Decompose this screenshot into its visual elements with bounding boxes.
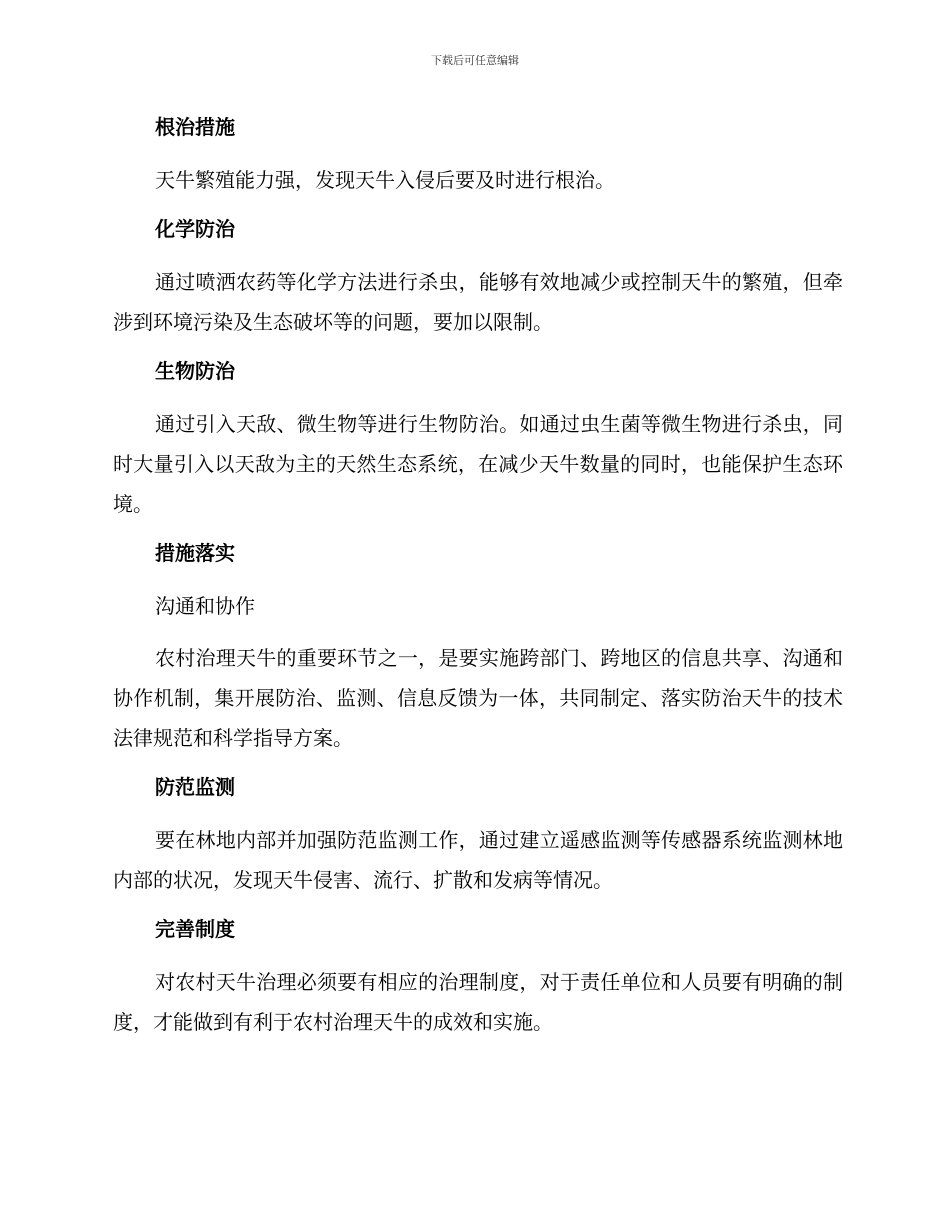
- paragraph: 沟通和协作: [155, 594, 255, 618]
- section-heading: 防范监测: [155, 775, 235, 799]
- paragraph: 农村治理天牛的重要环节之一，是要实施跨部门、跨地区的信息共享、沟通和协作机制，集开展防治、监测、信息反馈为一体，共同制定、落实防治天牛的技术法律规范和科学指导方案。: [113, 646, 843, 750]
- document-body: [113, 110, 843, 1054]
- paragraph: 要在林地内部并加强防范监测工作，通过建立遥感监测等传感器系统监测林地内部的状况，发现天牛侵害、流行、扩散和发病等情况。: [113, 828, 843, 892]
- section-heading: 生物防治: [155, 359, 235, 383]
- section-heading: 化学防治: [155, 217, 235, 241]
- section-heading: 措施落实: [155, 541, 235, 565]
- section-heading: 根治措施: [155, 115, 235, 139]
- page-header: 下载后可任意编辑: [431, 54, 519, 67]
- paragraph: 通过喷洒农药等化学方法进行杀虫，能够有效地减少或控制天牛的繁殖，但牵涉到环境污染及生态破坏等的问题，要加以限制。: [113, 270, 843, 334]
- paragraph: 对农村天牛治理必须要有相应的治理制度，对于责任单位和人员要有明确的制度，才能做到有利于农村治理天牛的成效和实施。: [113, 970, 843, 1034]
- section-heading: 完善制度: [155, 917, 235, 941]
- paragraph: 天牛繁殖能力强，发现天牛入侵后要及时进行根治。: [155, 168, 615, 192]
- paragraph: 通过引入天敌、微生物等进行生物防治。如通过虫生菌等微生物进行杀虫，同时大量引入以天敌为主的天然生态系统，在减少天牛数量的同时，也能保护生态环境。: [113, 412, 843, 516]
